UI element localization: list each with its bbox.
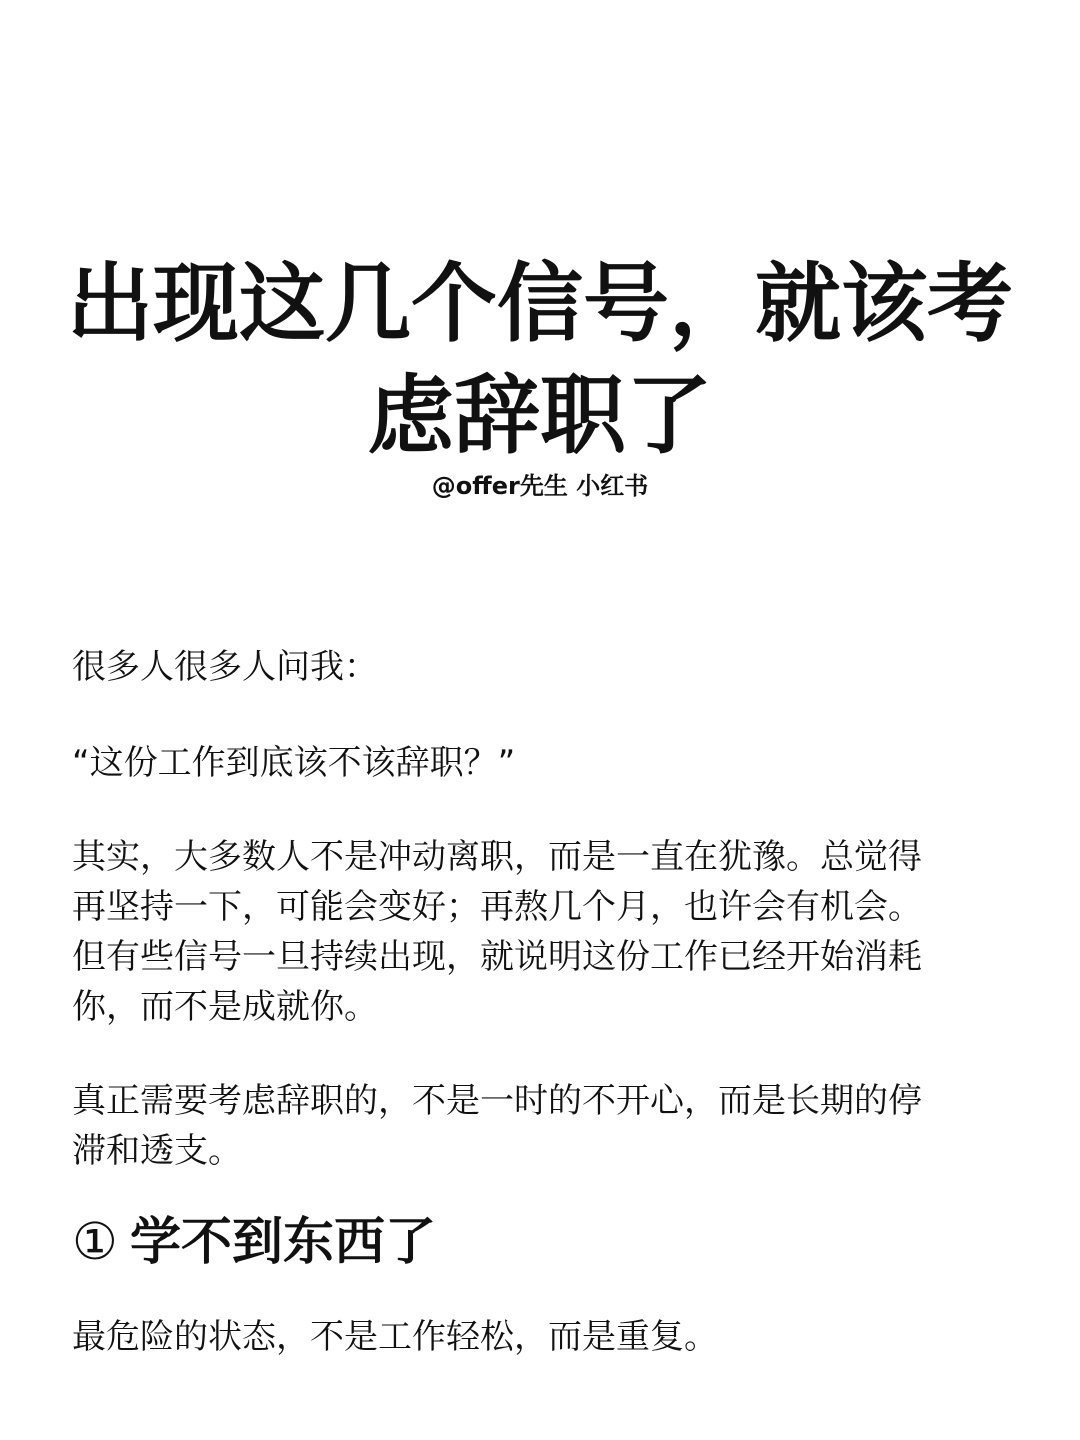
paragraph-consider-resigning (72, 1076, 922, 1176)
paragraph-line: 再坚持一下，可能会变好；再熬几个月，也许会有机会。 (72, 887, 922, 927)
section-heading (72, 1213, 437, 1272)
section-text: 最危险的状态，不是工作轻松，而是重复。 (72, 1317, 718, 1357)
author-credit: @offer先生 小红书 (431, 472, 649, 500)
paragraph-signs (72, 832, 922, 1032)
section-number: ① (72, 1213, 118, 1272)
article-title (0, 248, 1080, 472)
paragraph-line: 你，而不是成就你。 (72, 987, 378, 1027)
paragraph-line: 但有些信号一旦持续出现，就说明这份工作已经开始消耗 (72, 937, 922, 977)
article-title-line-1: 出现这几个信号，就该考 (67, 254, 1013, 354)
article-title-line-2: 虑辞职了 (368, 366, 712, 466)
paragraph-line: 真正需要考虑辞职的，不是一时的不开心，而是长期的停 (72, 1081, 922, 1121)
paragraph-line: 滞和透支。 (72, 1131, 242, 1171)
section-heading-text: 学不到东西了 (130, 1213, 437, 1272)
paragraph-line: 其实，大多数人不是冲动离职，而是一直在犹豫。总觉得 (72, 837, 922, 877)
quoted-question: “这份工作到底该不该辞职？” (72, 743, 516, 783)
intro-text: 很多人很多人问我： (72, 647, 378, 687)
